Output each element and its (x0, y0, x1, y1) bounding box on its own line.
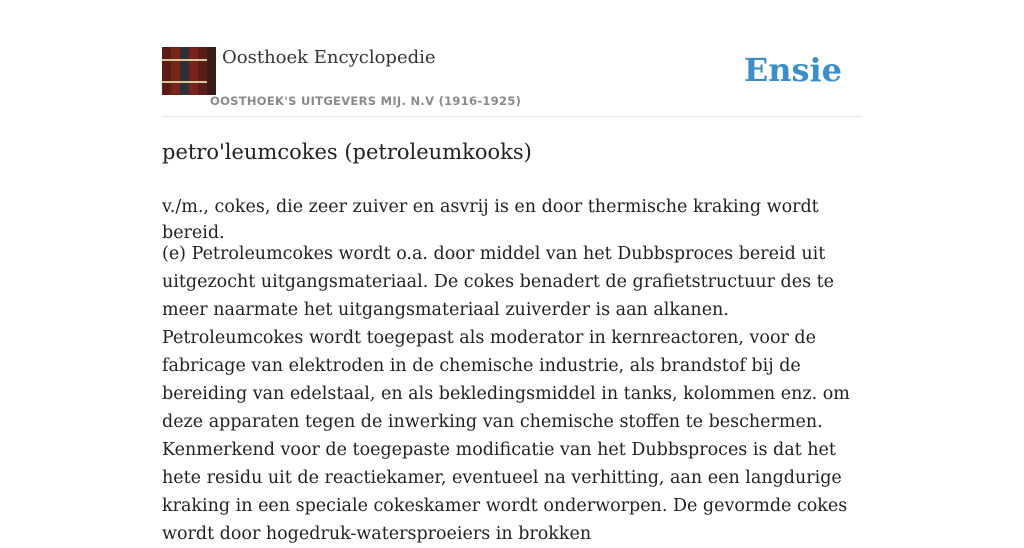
encyclopedia-books-icon (162, 47, 210, 95)
publisher-label: OOSTHOEK'S UITGEVERS MIJ. N.V (1916-1925) (210, 94, 522, 108)
entry-title: petro'leumcokes (petroleumkooks) (162, 140, 532, 164)
brand-logo[interactable]: Ensie (743, 51, 842, 89)
entry-body: (e) Petroleumcokes wordt o.a. door middel van het Dubbsproces bereid uit uitgezocht uitgangsmateriaal. De cokes benadert de grafietstructuur des te meer naarmate het uitgangsmateriaal zuiverder is aan alkanen. Petroleumcokes wordt toegepast als moderator in kernreactoren, voor de fabricage van elektroden in de chemische industrie, als brandstof bij de bereiding van edelstaal, en als bekledingsmiddel in tanks, kolommen enz. om deze apparaten tegen de inwerking van chemische stoffen te beschermen. Kenmerkend voor de toegepaste modificatie van het Dubbsproces is dat het hete residu uit de reactiekamer, eventueel na verhitting, aan een langdurige kraking in een speciale cokeskamer wordt onderworpen. De gevormde cokes wordt door hogedruk-watersproeiers in brokken (162, 244, 850, 544)
entry-definition: v./m., cokes, die zeer zuiver en asvrij is en door thermische kraking wordt bereid. (162, 197, 819, 243)
site-name[interactable]: Oosthoek Encyclopedie (222, 47, 436, 68)
source-header (162, 44, 862, 117)
